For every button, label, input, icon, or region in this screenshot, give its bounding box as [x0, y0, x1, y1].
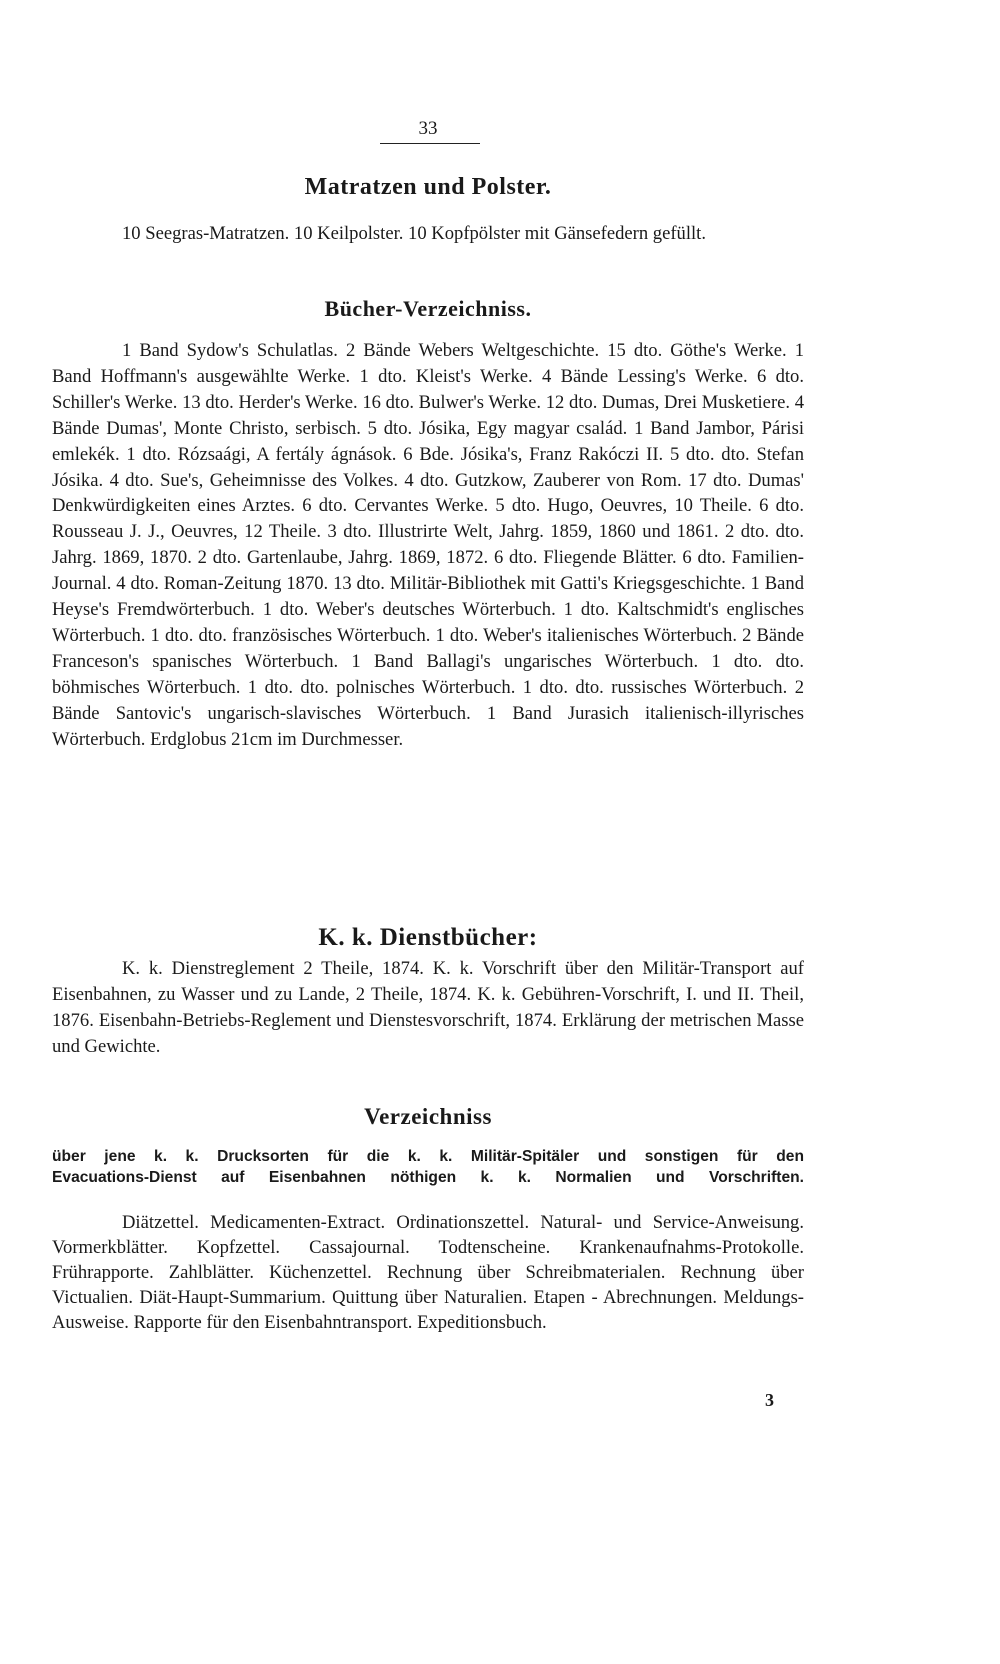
- subheading-line-2: Evacuations-Dienst auf Eisenbahnen nöthigen k. k. Normalien und Vorschriften.: [52, 1169, 804, 1186]
- subheading-line-1: über jene k. k. Drucksorten für die k. k. Militär-Spitäler und sonstigen für den: [52, 1148, 804, 1165]
- paragraph-verzeichniss: Diätzettel. Medicamenten-Extract. Ordinationszettel. Natural- und Service-Anweisung. Vormerkblätter. Kopfzettel. Cassajournal. Todtenscheine. Krankenaufnahms-Protokolle. Frührapporte. Zahlblätter. Küchenzettel. Rechnung über Schreibmaterialen. Rechnung über Victualien. Diät-Haupt-Summarium. Quittung über Naturalien. Etapen - Abrechnungen. Meldungs-Ausweise. Rapporte für den Eisenbahntransport. Expeditionsbuch.: [52, 1212, 804, 1333]
- heading-dienstbuecher: K. k. Dienstbücher:: [318, 924, 538, 951]
- document-page: [52, 0, 804, 1664]
- paragraph-matratzen: 10 Seegras-Matratzen. 10 Keilpolster. 10 Kopfpölster mit Gänsefedern gefüllt.: [122, 223, 706, 244]
- signature-mark: 3: [765, 1390, 774, 1410]
- paragraph-dienstbuecher: K. k. Dienstreglement 2 Theile, 1874. K. k. Vorschrift über den Militär-Transport auf Eisenbahnen, zu Wasser und zu Lande, 2 Theile, 1874. K. k. Gebühren-Vorschrift, I. und II. Theil, 1876. Eisenbahn-Betriebs-Reglement und Dienstesvorschrift, 1874. Erklärung der metrischen Masse und Gewichte.: [52, 958, 804, 1057]
- heading-verzeichniss: Verzeichniss: [364, 1104, 492, 1129]
- heading-matratzen: Matratzen und Polster.: [304, 174, 552, 200]
- subheading-verzeichniss: [52, 1146, 804, 1188]
- page-number: 33: [418, 118, 438, 139]
- paragraph-buecher: 1 Band Sydow's Schulatlas. 2 Bände Webers Weltgeschichte. 15 dto. Göthe's Werke. 1 Band Hoffmann's ausgewählte Werke. 1 dto. Kleist's Werke. 4 Bände Lessing's Werke. 6 dto. Schiller's Werke. 13 dto. Herder's Werke. 16 dto. Bulwer's Werke. 12 dto. Dumas, Drei Musketiere. 4 Bände Dumas', Monte Christo, serbisch. 5 dto. Jósika, Egy magyar család. 1 Band Jambor, Párisi emlekék. 1 dto. Rózsaági, A fertály ágnások. 6 Bde. Jósika's, Franz Rakóczi II. 5 dto. dto. Stefan Jósika. 4 dto. Sue's, Geheimnisse des Volkes. 4 dto. Gutzkow, Zauberer von Rom. 17 dto. Dumas' Denkwürdigkeiten eines Arztes. 6 dto. Cervantes Werke. 5 dto. Hugo, Oeuvres, 10 Theile. 6 dto. Rousseau J. J., Oeuvres, 12 Theile. 3 dto. Illustrirte Welt, Jahrg. 1859, 1860 und 1861. 2 dto. dto. Jahrg. 1869, 1870. 2 dto. Gartenlaube, Jahrg. 1869, 1872. 6 dto. Fliegende Blätter. 6 dto. Familien-Journal. 4 dto. Roman-Zeitung 1870. 13 dto. Militär-Bibliothek mit Gatti's Kriegsgeschichte. 1 Band Heyse's Fremdwörterbuch. 1 dto. Weber's deutsches Wörterbuch. 1 dto. Kaltschmidt's englisches Wörterbuch. 1 dto. dto. französisches Wörterbuch. 1 dto. Weber's italienisches Wörterbuch. 2 Bände Franceson's spanisches Wörterbuch. 1 Band Ballagi's ungarisches Wörterbuch. 1 dto. dto. böhmisches Wörterbuch. 1 dto. dto. polnisches Wörterbuch. 1 dto. dto. russisches Wörterbuch. 2 Bände Santovic's ungarisch-slavisches Wörterbuch. 1 Band Jurasich italienisch-illyrisches Wörterbuch. Erdglobus 21cm im Durchmesser.: [52, 340, 804, 750]
- page-number-rule: [380, 143, 480, 144]
- heading-buecher: Bücher-Verzeichniss.: [324, 296, 532, 321]
